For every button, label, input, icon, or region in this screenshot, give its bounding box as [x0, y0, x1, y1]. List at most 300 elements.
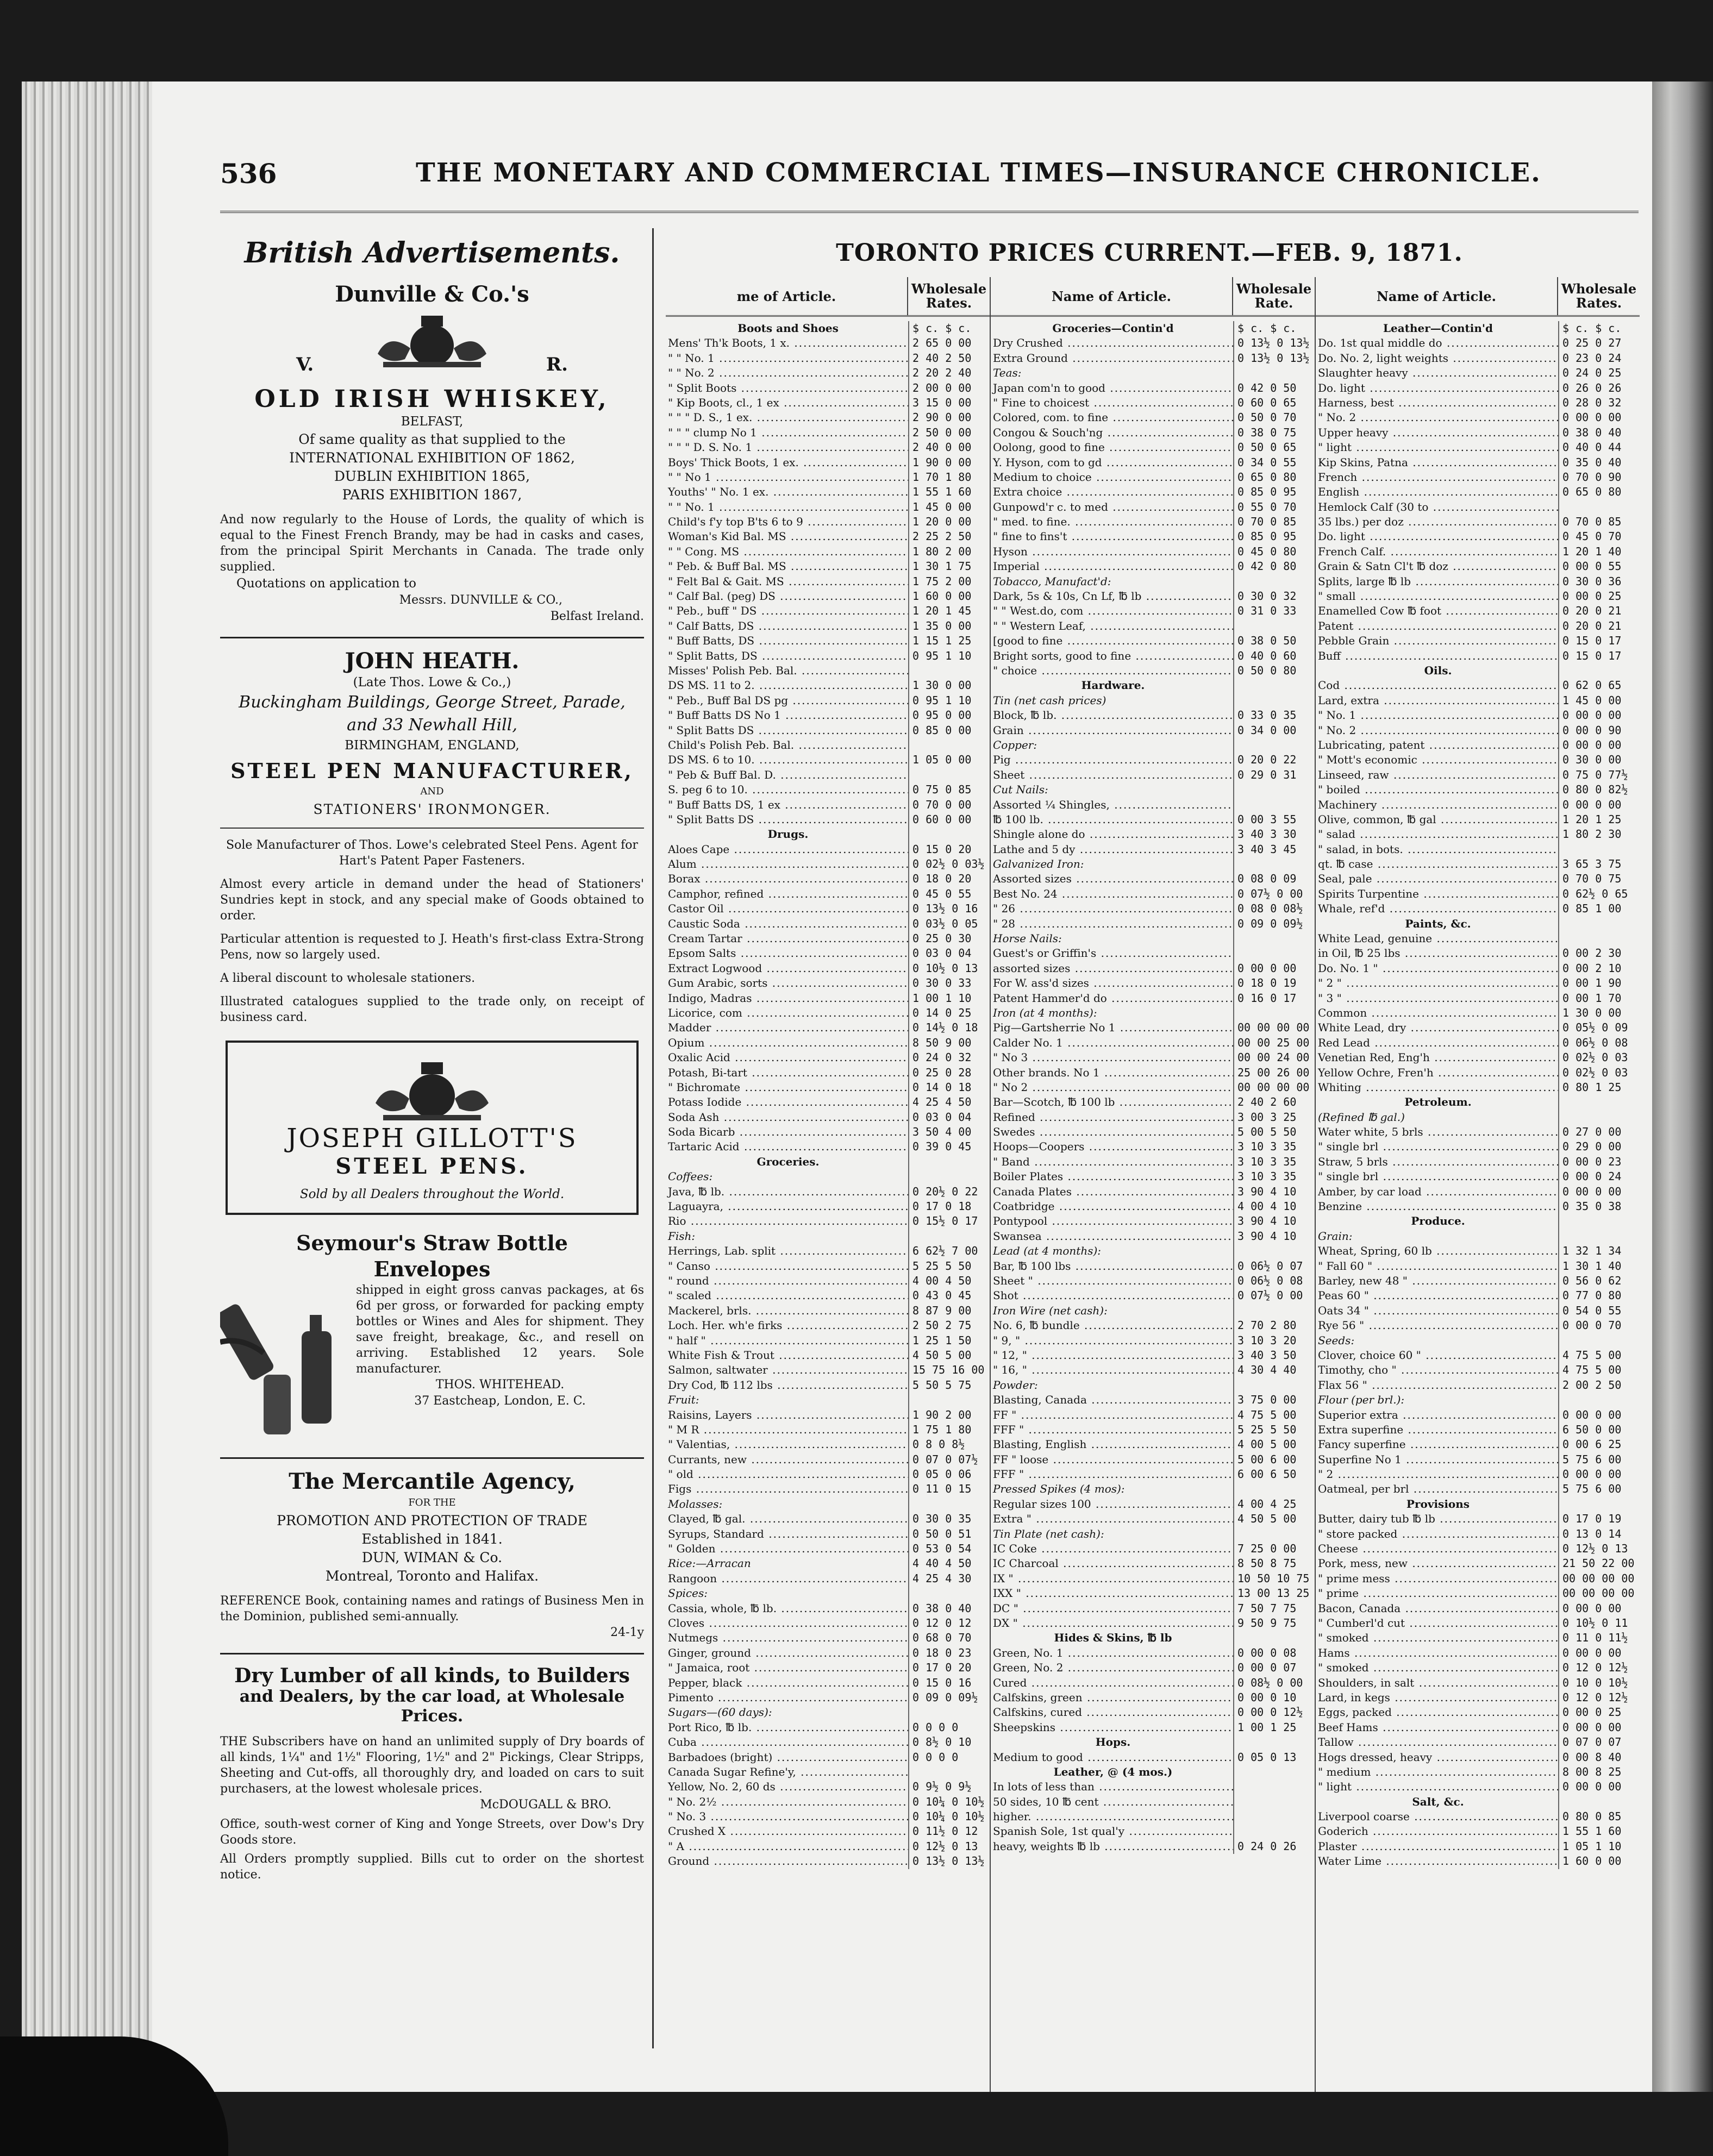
wholesale-rate: 0 43 0 45 [908, 1288, 990, 1303]
wholesale-rate: 0 85 0 00 [908, 723, 990, 738]
article-name: " Jamaica, root ..... [666, 1660, 908, 1675]
wholesale-rate: 0 00 0 08 [1233, 1646, 1315, 1660]
table-row [991, 812, 1315, 827]
prices-table [666, 277, 1639, 2092]
article-name: " 2 ..... [1316, 1467, 1558, 1482]
wholesale-rate [1233, 1527, 1315, 1541]
wholesale-rate: 2 70 2 80 [1233, 1318, 1315, 1333]
wholesale-rate: 1 45 0 00 [1558, 693, 1640, 708]
wholesale-rate: 1 30 0 00 [1558, 1006, 1640, 1020]
wholesale-rate: 0 05 0 06 [908, 1467, 990, 1482]
wholesale-rate: 1 20 1 25 [1558, 812, 1640, 827]
table-row [666, 768, 990, 782]
wholesale-rate: 0 00 0 00 [1558, 1601, 1640, 1616]
wholesale-rate: 0 28 0 32 [1558, 396, 1640, 410]
wholesale-rate: 00 00 00 00 [1558, 1571, 1640, 1586]
category-heading [1316, 1497, 1640, 1512]
article-name: Shoulders, in salt ..... [1316, 1676, 1558, 1690]
table-row [1316, 1809, 1640, 1824]
wholesale-rate: 4 00 5 00 [1233, 1437, 1315, 1452]
table-row [991, 961, 1315, 976]
wholesale-rate: 0 17 0 20 [908, 1660, 990, 1675]
table-row [666, 1110, 990, 1125]
article-name: Kip Skins, Patna ..... [1316, 455, 1558, 470]
table-row [1316, 500, 1640, 515]
wholesale-rate: 0 00 0 00 [1558, 1467, 1640, 1482]
article-name: " scaled ..... [666, 1288, 908, 1303]
gillott-ad [226, 1041, 639, 1215]
table-row [991, 1452, 1315, 1467]
article-name: French ..... [1316, 470, 1558, 485]
table-row [666, 515, 990, 529]
wholesale-rate: 0 38 0 50 [1233, 634, 1315, 648]
wholesale-rate: 0 8½ 0 10 [908, 1735, 990, 1750]
article-name: " M R ..... [666, 1422, 908, 1437]
article-name: " Cumberl'd cut ..... [1316, 1616, 1558, 1631]
wholesale-rate [908, 1586, 990, 1601]
table-row [991, 381, 1315, 396]
wholesale-rate [1233, 1482, 1315, 1496]
table-row [991, 1705, 1315, 1720]
seymour-address: 37 Eastcheap, London, E. C. [414, 1394, 586, 1408]
table-row [1316, 515, 1640, 529]
table-row [1316, 768, 1640, 782]
article-name: Powder: [993, 1378, 1038, 1392]
wholesale-rate: 15 75 16 00 [908, 1363, 990, 1377]
article-name: Green, No. 1 ..... [991, 1646, 1233, 1660]
wholesale-rate: 0 09 0 09½ [1233, 917, 1315, 931]
wholesale-rate: 5 75 6 00 [1558, 1452, 1640, 1467]
article-name: Yellow Ochre, Fren'h ..... [1316, 1066, 1558, 1080]
wholesale-rate: 3 90 4 10 [1233, 1184, 1315, 1199]
table-row [991, 1720, 1315, 1735]
article-name: Flax 56 " ..... [1316, 1378, 1558, 1393]
article-name: " prime mess ..... [1316, 1571, 1558, 1586]
table-row [991, 946, 1315, 961]
wholesale-rate: 4 30 4 40 [1233, 1363, 1315, 1377]
quotations: Quotations on application to [236, 576, 416, 591]
table-row [991, 634, 1315, 648]
table-row [666, 470, 990, 485]
article-name: Tin (net cash prices) [993, 693, 1106, 707]
subcategory-row [991, 574, 1315, 589]
wholesale-rate: 3 10 3 35 [1233, 1169, 1315, 1184]
article-name: Extract Logwood ..... [666, 961, 908, 976]
wholesale-rate: 5 00 5 50 [1233, 1125, 1315, 1139]
wholesale-rate: 0 06½ 0 08 [1233, 1274, 1315, 1288]
article-name: Slaughter heavy ..... [1316, 366, 1558, 380]
article-name: Madder ..... [666, 1020, 908, 1035]
article-name: Leather, @ (4 mos.) [1053, 1765, 1173, 1778]
table-row [991, 1169, 1315, 1184]
article-name: Superfine No 1 ..... [1316, 1452, 1558, 1467]
heath-city: BIRMINGHAM, ENGLAND, [345, 738, 520, 753]
table-row [666, 1512, 990, 1526]
wholesale-rate: 0 70 0 85 [1558, 515, 1640, 529]
wholesale-rate: 0 10½ 0 11 [1558, 1616, 1640, 1631]
table-row [1316, 440, 1640, 455]
article-name: Pimento ..... [666, 1690, 908, 1705]
table-row [1316, 1482, 1640, 1496]
article-name: Benzine ..... [1316, 1199, 1558, 1214]
article-name: Enamelled Cow ℔ foot ..... [1316, 604, 1558, 618]
article-name: " Split Boots ..... [666, 381, 908, 396]
article-name: Calfskins, green ..... [991, 1690, 1233, 1705]
article-name: " Calf Batts, DS ..... [666, 619, 908, 634]
article-name: Common ..... [1316, 1006, 1558, 1020]
table-row [991, 1497, 1315, 1512]
table-row [666, 1452, 990, 1467]
wholesale-rate: 0 24 0 26 [1233, 1839, 1315, 1854]
table-row [991, 1139, 1315, 1154]
table-row [666, 1631, 990, 1645]
article-name: Red Lead ..... [1316, 1036, 1558, 1050]
mercantile-line-4: Montreal, Toronto and Halifax. [325, 1568, 539, 1584]
wholesale-rate: 0 00 0 00 [1233, 961, 1315, 976]
subcategory-row [666, 1393, 990, 1407]
article-name: " fine to fins't ..... [991, 529, 1233, 544]
wholesale-rate: 0 60 0 00 [908, 812, 990, 827]
article-name: " No 2 ..... [991, 1080, 1233, 1095]
wholesale-rate: 0 00 8 40 [1558, 1750, 1640, 1765]
wholesale-rate: 3 65 3 75 [1558, 857, 1640, 872]
wholesale-rate: 0 14 0 18 [908, 1080, 990, 1095]
wholesale-rate: 0 70 0 00 [908, 798, 990, 812]
article-name: Fruit: [668, 1393, 699, 1407]
lumber-orders: All Orders promptly supplied. Bills cut to order on the shortest notice. [220, 1852, 644, 1882]
wholesale-rate: 0 45 0 80 [1233, 544, 1315, 559]
table-row [1316, 1676, 1640, 1690]
wholesale-rate: 0 00 0 00 [1558, 1408, 1640, 1422]
wholesale-rate [1233, 782, 1315, 797]
article-name: Groceries. [757, 1155, 820, 1168]
category-heading [991, 1631, 1315, 1645]
subcategory-row [991, 738, 1315, 753]
article-name: assorted sizes ..... [991, 961, 1233, 976]
article-name: Dark, 5s & 10s, Cn Lf, ℔ lb ..... [991, 589, 1233, 604]
article-name: Swedes ..... [991, 1125, 1233, 1139]
mercantile-for: FOR THE [408, 1497, 456, 1508]
table-row [991, 1601, 1315, 1616]
wholesale-rate: $ c. $ c. [1233, 321, 1315, 336]
article-name: Boiler Plates ..... [991, 1169, 1233, 1184]
table-row [991, 887, 1315, 901]
article-name: " Band ..... [991, 1155, 1233, 1169]
article-name: Pebble Grain ..... [1316, 634, 1558, 648]
article-name: " Split Batts, DS ..... [666, 649, 908, 663]
wholesale-rate [1558, 1214, 1640, 1229]
wholesale-rate: 0 08 0 09 [1233, 872, 1315, 886]
category-heading [1316, 1095, 1640, 1110]
wholesale-rate: 3 40 3 50 [1233, 1348, 1315, 1363]
table-row [1316, 1586, 1640, 1601]
table-row [991, 1036, 1315, 1050]
mercantile-line-2: Established in 1841. [361, 1531, 503, 1547]
wholesale-rate: 6 50 0 00 [1558, 1422, 1640, 1437]
wholesale-rate: 0 00 0 00 [1558, 1184, 1640, 1199]
wholesale-rate [908, 1229, 990, 1244]
article-name: ℔ 100 lb. ..... [991, 812, 1233, 827]
mercantile-number: 24-1y [610, 1626, 644, 1639]
wholesale-rate [908, 663, 990, 678]
wholesale-rate: 0 00 0 90 [1558, 723, 1640, 738]
table-row [666, 857, 990, 872]
table-row [666, 678, 990, 693]
article-name: " Peb., Buff Bal DS pg ..... [666, 693, 908, 708]
article-name: Buff ..... [1316, 649, 1558, 663]
table-row [1316, 1378, 1640, 1393]
wholesale-rate: 3 90 4 10 [1233, 1229, 1315, 1244]
wholesale-rate: 0 13½ 0 16 [908, 901, 990, 916]
article-name: Olive, common, ℔ gal ..... [1316, 812, 1558, 827]
wholesale-rate: 0 68 0 70 [908, 1631, 990, 1645]
lumber-signature: McDOUGALL & BRO. [480, 1798, 611, 1812]
table-row [666, 366, 990, 380]
article-name: Drugs. [767, 828, 809, 841]
wholesale-rate: 0 00 0 00 [1558, 1720, 1640, 1735]
table-row [991, 410, 1315, 425]
table-row [666, 1571, 990, 1586]
table-row [1316, 1155, 1640, 1169]
article-name: " half " ..... [666, 1333, 908, 1348]
wholesale-rate: 4 50 5 00 [908, 1348, 990, 1363]
wholesale-rate: 1 00 1 10 [908, 991, 990, 1006]
article-name: Spirits Turpentine ..... [1316, 887, 1558, 901]
article-name: " Calf Bal. (peg) DS ..... [666, 589, 908, 604]
heath-para-2: Almost every article in demand under the head of Stationers' Sundries kept in stock, and any special make of Goods obtained to order. [220, 878, 644, 923]
article-name: " prime ..... [1316, 1586, 1558, 1601]
table-row [1316, 1720, 1640, 1735]
article-name: Salmon, saltwater ..... [666, 1363, 908, 1377]
wholesale-rate: 0 13½ 0 13½ [1233, 336, 1315, 350]
category-heading [1316, 321, 1640, 336]
wholesale-rate: 5 00 6 00 [1233, 1452, 1315, 1467]
table-row [991, 544, 1315, 559]
wholesale-rate: 0 00 0 00 [1558, 798, 1640, 812]
article-name: Iron (at 4 months): [993, 1006, 1097, 1019]
article-name: Crushed X ..... [666, 1824, 908, 1839]
article-name: Spanish Sole, 1st qual'y ..... [991, 1824, 1233, 1839]
heath-name: JOHN HEATH. [345, 648, 520, 674]
article-name: Clayed, ℔ gal. ..... [666, 1512, 908, 1526]
article-name: higher. ..... [991, 1809, 1233, 1824]
wholesale-rate [1558, 500, 1640, 515]
article-name: Port Rico, ℔ lb. ..... [666, 1720, 908, 1735]
table-row [666, 1095, 990, 1110]
article-name: Swansea ..... [991, 1229, 1233, 1244]
table-row [1316, 991, 1640, 1006]
article-name: 50 sides, 10 ℔ cent ..... [991, 1795, 1233, 1809]
table-row [666, 1199, 990, 1214]
table-row [666, 649, 990, 663]
table-row [1316, 1288, 1640, 1303]
table-row [991, 1155, 1315, 1169]
wholesale-rate: 0 34 0 00 [1233, 723, 1315, 738]
wholesale-rate: 0 42 0 80 [1233, 559, 1315, 574]
article-name: Do. 1st qual middle do ..... [1316, 336, 1558, 350]
wholesale-rate: 1 55 1 60 [1558, 1824, 1640, 1839]
table-row [1316, 1199, 1640, 1214]
wholesale-rate: 2 00 0 00 [908, 381, 990, 396]
wholesale-rate: 1 30 0 00 [908, 678, 990, 693]
article-name: Pressed Spikes (4 mos): [993, 1482, 1125, 1496]
article-name: Mackerel, brls. ..... [666, 1303, 908, 1318]
article-name: Hides & Skins, ℔ lb [1054, 1631, 1172, 1645]
article-name: Hyson ..... [991, 544, 1233, 559]
subcategory-row [1316, 1393, 1640, 1407]
article-name: Upper heavy ..... [1316, 425, 1558, 440]
article-name: " No 3 ..... [991, 1050, 1233, 1065]
table-row [991, 1363, 1315, 1377]
article-name: " 2 " ..... [1316, 976, 1558, 991]
article-name: Medium to choice ..... [991, 470, 1233, 485]
header-article: Name of Article. [1051, 288, 1172, 304]
wholesale-rate: 0 00 0 00 [1558, 410, 1640, 425]
wholesale-rate [1233, 619, 1315, 634]
table-row [991, 1066, 1315, 1080]
article-name: IC Coke ..... [991, 1541, 1233, 1556]
subcategory-row [991, 931, 1315, 946]
wholesale-rate: 0 50 0 51 [908, 1527, 990, 1541]
article-name: " single brl ..... [1316, 1169, 1558, 1184]
wholesale-rate: 0 0 0 0 [908, 1750, 990, 1765]
wholesale-rate: 1 90 2 00 [908, 1408, 990, 1422]
article-name: FF " ..... [991, 1408, 1233, 1422]
heath-para-1: Sole Manufacturer of Thos. Lowe's celebrated Steel Pens. Agent for Hart's Patent Paper Fasteners. [226, 838, 638, 868]
article-name: Water Lime ..... [1316, 1854, 1558, 1869]
wholesale-rate: 1 80 2 00 [908, 544, 990, 559]
table-row [1316, 1318, 1640, 1333]
table-row [1316, 589, 1640, 604]
table-row [1316, 708, 1640, 723]
table-row [991, 1274, 1315, 1288]
table-row [991, 1824, 1315, 1839]
table-row [991, 1541, 1315, 1556]
table-row [666, 1646, 990, 1660]
article-name: Do. light ..... [1316, 381, 1558, 396]
article-name: " " Western Leaf, ..... [991, 619, 1233, 634]
table-row [666, 1676, 990, 1690]
wholesale-rate: 4 00 4 10 [1233, 1199, 1315, 1214]
table-row [1316, 1244, 1640, 1258]
wholesale-rate: 4 75 5 00 [1558, 1363, 1640, 1377]
wholesale-rate: 6 62½ 7 00 [908, 1244, 990, 1258]
page-edge-right [1652, 82, 1713, 2092]
wholesale-rate: 0 29 0 00 [1558, 1139, 1640, 1154]
table-row [666, 1437, 990, 1452]
article-name: " medium ..... [1316, 1765, 1558, 1779]
subcategory-row [666, 1586, 990, 1601]
table-row [1316, 1437, 1640, 1452]
article-name: Congou & Souch'ng ..... [991, 425, 1233, 440]
wholesale-rate: 4 25 4 30 [908, 1571, 990, 1586]
article-name: Coffees: [668, 1170, 713, 1183]
table-row [666, 1660, 990, 1675]
table-row [991, 500, 1315, 515]
article-name: IC Charcoal ..... [991, 1556, 1233, 1571]
wholesale-rate: 2 65 0 00 [908, 336, 990, 350]
table-row [666, 1735, 990, 1750]
table-row [991, 1616, 1315, 1631]
table-row [666, 1854, 990, 1869]
table-row [1316, 1036, 1640, 1050]
table-row [991, 872, 1315, 886]
wholesale-rate: 00 00 24 00 [1233, 1050, 1315, 1065]
wholesale-rate: 0 10¼ 0 10½ [908, 1809, 990, 1824]
wholesale-rate [908, 768, 990, 782]
table-row [1316, 1541, 1640, 1556]
heath-trade: STEEL PEN MANUFACTURER, [230, 759, 634, 783]
subcategory-row [666, 1705, 990, 1720]
table-row [666, 1066, 990, 1080]
article-name: Shingle alone do ..... [991, 827, 1233, 842]
article-name: Potass Iodide ..... [666, 1095, 908, 1110]
exhibition-intro: Of same quality as that supplied to the [298, 431, 566, 447]
wholesale-rate: 0 27 0 00 [1558, 1125, 1640, 1139]
table-row [991, 336, 1315, 350]
table-row [666, 842, 990, 857]
category-heading [1316, 917, 1640, 931]
table-row [1316, 1408, 1640, 1422]
price-column-2 [990, 277, 1315, 2092]
dunville-location: Belfast Ireland. [550, 610, 644, 623]
price-column-1 [666, 277, 990, 2092]
wholesale-rate: 1 70 1 80 [908, 470, 990, 485]
article-name: Pork, mess, new ..... [1316, 1556, 1558, 1571]
table-row [666, 1422, 990, 1437]
article-name: Spices: [668, 1587, 708, 1600]
subcategory-row [1316, 1333, 1640, 1348]
wholesale-rate: 0 20½ 0 22 [908, 1184, 990, 1199]
table-row [991, 1318, 1315, 1333]
wholesale-rate: 1 20 1 40 [1558, 544, 1640, 559]
table-row [1316, 857, 1640, 872]
article-name: Butter, dairy tub ℔ lb ..... [1316, 1512, 1558, 1526]
article-name: Lead (at 4 months): [993, 1244, 1102, 1258]
article-name: " store packed ..... [1316, 1527, 1558, 1541]
article-name: Cut Nails: [993, 783, 1048, 797]
article-name: Grain: [1318, 1229, 1353, 1243]
wholesale-rate: 7 25 0 00 [1233, 1541, 1315, 1556]
article-name: Water white, 5 brls ..... [1316, 1125, 1558, 1139]
table-row [991, 396, 1315, 410]
article-name: Indigo, Madras ..... [666, 991, 908, 1006]
table-row [1316, 1616, 1640, 1631]
lumber-title-2: and Dealers, by the car load, at Wholesale Prices. [239, 1687, 625, 1726]
wholesale-rate: 0 55 0 70 [1233, 500, 1315, 515]
article-name: Goderich ..... [1316, 1824, 1558, 1839]
article-name: Bacon, Canada ..... [1316, 1601, 1558, 1616]
seymour-signature: THOS. WHITEHEAD. [435, 1378, 565, 1392]
lumber-body: THE Subscribers have on hand an unlimited supply of Dry boards of all kinds, 1¼" and 1½" Flooring, 1½" and 2" Pickings, Clear Stripps, Sheeting and Cut-offs, all thoroughly dry, and loaded on cars to suit purchasers, at the lowest wholesale prices. [220, 1735, 644, 1796]
table-row [1316, 559, 1640, 574]
table-row [666, 1303, 990, 1318]
table-row [1316, 1080, 1640, 1095]
table-row [666, 1244, 990, 1258]
article-name: Nutmegs ..... [666, 1631, 908, 1645]
header-rate: Wholesale Rate. [1232, 277, 1315, 315]
article-name: Cured ..... [991, 1676, 1233, 1690]
wholesale-rate [1233, 1779, 1315, 1794]
wholesale-rate: 1 90 0 00 [908, 455, 990, 470]
wholesale-rate: 0 30 0 00 [1558, 753, 1640, 767]
wholesale-rate: 0 00 6 25 [1558, 1437, 1640, 1452]
article-name: DS MS. 6 to 10. ..... [666, 753, 908, 767]
article-name: Eggs, packed ..... [1316, 1705, 1558, 1720]
wholesale-rate: 0 24 0 32 [908, 1050, 990, 1065]
table-row [666, 961, 990, 976]
wholesale-rate: 5 50 5 75 [908, 1378, 990, 1393]
